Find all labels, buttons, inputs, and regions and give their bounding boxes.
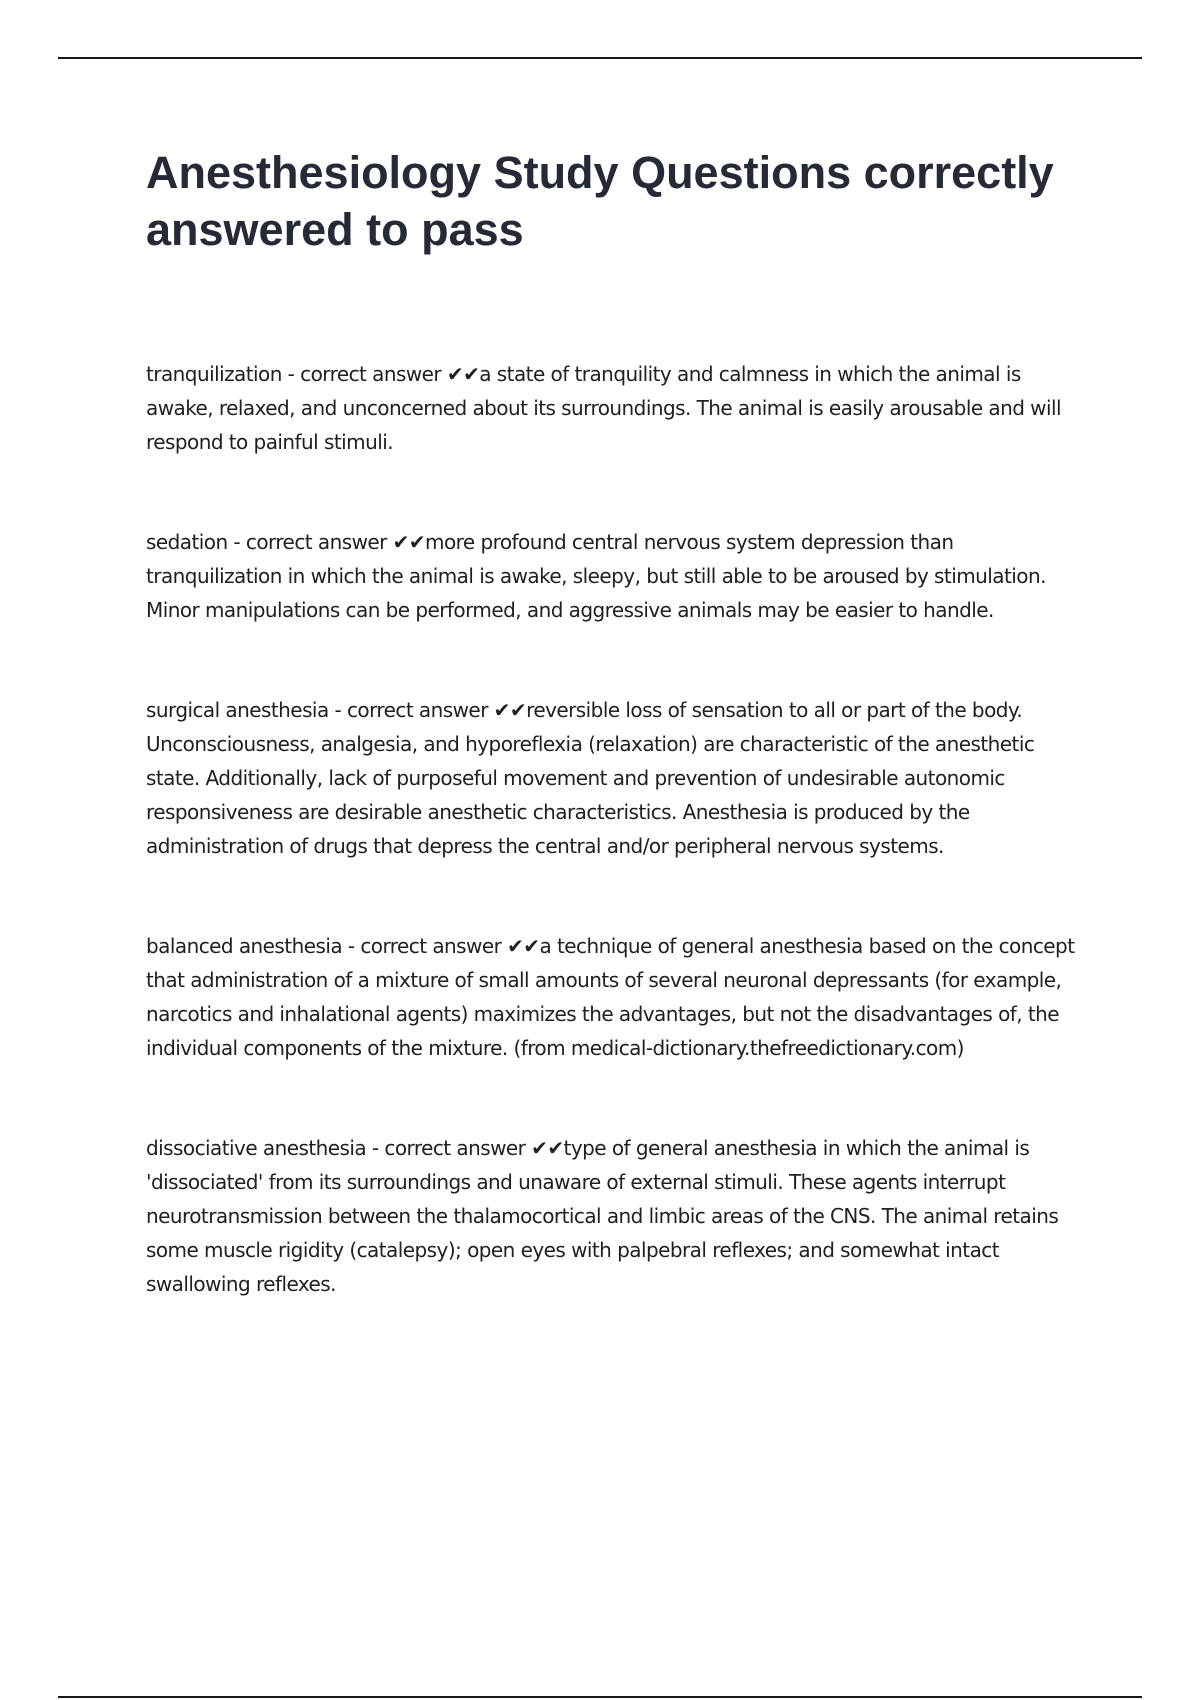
- qa-separator: - correct answer: [328, 698, 494, 722]
- qa-definition: a technique of general anesthesia based on the concept that administration of a mixture of small amounts of several neuronal depressants (for example, narcotics and inhalational agents) maximizes the advantages, but not the disadvantages of, the individual components of the mixture. (from medical-dictionary.thefreedictionary.com): [146, 934, 1075, 1060]
- qa-separator: - correct answer: [227, 530, 393, 554]
- double-check-icon: ✔✔: [446, 362, 480, 386]
- qa-definition: reversible loss of sensation to all or part of the body. Unconsciousness, analgesia, and hyporeflexia (relaxation) are characteristic of the anesthetic state. Additionally, lack of purposeful movement and prevention of undesirable autonomic responsiveness are desirable anesthetic characteristics. Anesthesia is produced by the administration of drugs that depress the central and/or peripheral nervous systems.: [146, 698, 1035, 858]
- qa-item: [146, 357, 1086, 459]
- page-title: Anesthesiology Study Questions correctly answered to pass: [146, 147, 1054, 255]
- qa-term: surgical anesthesia: [146, 698, 329, 722]
- double-check-icon: ✔✔: [531, 1136, 564, 1160]
- qa-separator: - correct answer: [342, 934, 508, 958]
- qa-separator: - correct answer: [281, 362, 447, 386]
- qa-item: [146, 693, 1086, 863]
- qa-item: [146, 525, 1086, 627]
- qa-definition: a state of tranquility and calmness in which the animal is awake, relaxed, and unconcerned about its surroundings. The animal is easily arousable and will respond to painful stimuli.: [146, 362, 1061, 454]
- footer-rule: [58, 1696, 1142, 1698]
- double-check-icon: ✔✔: [507, 934, 540, 958]
- qa-item: [146, 1131, 1086, 1301]
- qa-definition: type of general anesthesia in which the animal is 'dissociated' from its surroundings and unaware of external stimuli. These agents interrupt neurotransmission between the thalamocortical and limbic areas of the CNS. The animal retains some muscle rigidity (catalepsy); open eyes with palpebral reflexes; and somewhat intact swallowing reflexes.: [146, 1136, 1059, 1296]
- qa-definition: more profound central nervous system depression than tranquilization in which the animal is awake, sleepy, but still able to be aroused by stimulation. Minor manipulations can be performed, and aggressive animals may be easier to handle.: [146, 530, 1046, 622]
- double-check-icon: ✔✔: [493, 698, 527, 722]
- qa-list: [146, 357, 1086, 1367]
- qa-term: balanced anesthesia: [146, 934, 343, 958]
- qa-term: tranquilization: [146, 362, 282, 386]
- header-rule: [58, 57, 1142, 59]
- qa-item: [146, 929, 1086, 1065]
- double-check-icon: ✔✔: [392, 530, 426, 554]
- qa-separator: - correct answer: [366, 1136, 532, 1160]
- qa-term: dissociative anesthesia: [146, 1136, 367, 1160]
- qa-term: sedation: [146, 530, 228, 554]
